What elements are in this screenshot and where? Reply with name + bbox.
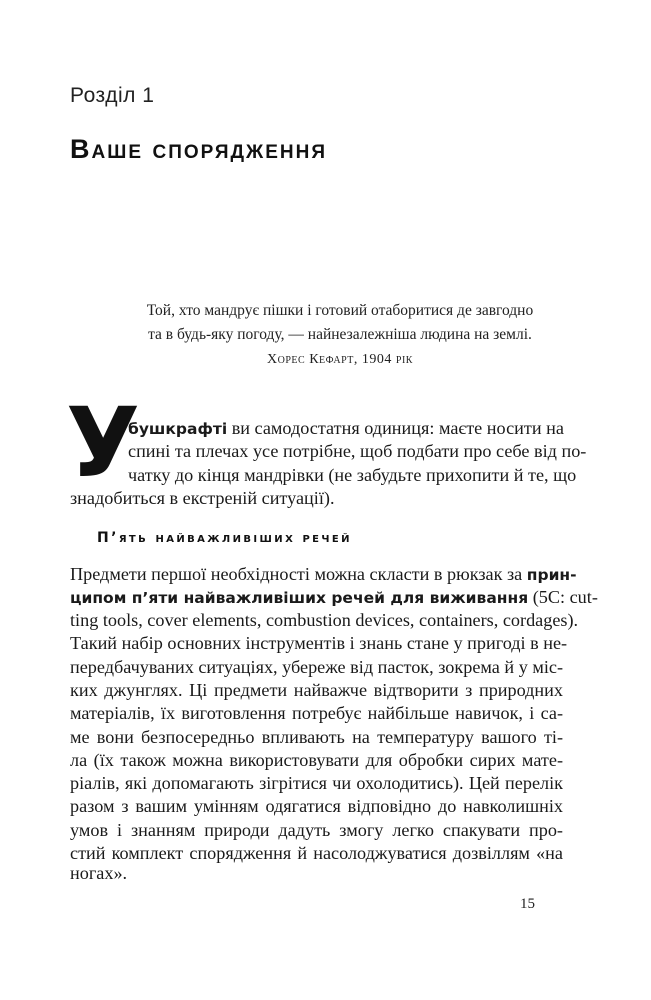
body-line: матеріалів, їх виготовлення потребує найбільше навичок, і са- (70, 703, 563, 724)
body-line: ріалів, які допомагають зігрітися чи охолодитись). Цей перелік (70, 773, 563, 794)
body-line: умов і знанням природи дадуть змогу легко спакувати про- (70, 819, 563, 840)
epigraph-line: Той, хто мандрує пішки і готовий отаборитися де завгодно (146, 302, 534, 319)
body-line: ких джунглях. Ці предмети найважче відтворити з природних (70, 679, 563, 700)
body-line: передбачуваних ситуаціях, убереже від пасток, зокрема й у міс- (70, 656, 564, 677)
body-line: ла (їх також можна використовувати для обробки сирих мате- (70, 749, 563, 770)
drop-cap: У (66, 387, 141, 499)
body-line: ting tools, cover elements, combustion devices, containers, cordages). (70, 610, 579, 630)
body-line (70, 586, 598, 609)
bold-term: прин- (526, 566, 577, 584)
intro-line: чатку до кінця мандрівки (не забудьте прихопити й те, що (128, 465, 577, 485)
epigraph-attribution: Хорес Кефарт, 1904 рік (267, 352, 413, 367)
bold-term: ципом п’яти найважливіших речей для виживання (70, 589, 529, 607)
text: (5C: cut- (528, 587, 598, 607)
body-line (70, 563, 577, 586)
page-number: 15 (520, 896, 535, 912)
body-line: стий комплект спорядження й насолоджуватися дозвіллям «на (70, 843, 563, 863)
intro-line: знадобиться в екстреній ситуації). (70, 488, 335, 508)
intro-line (128, 417, 563, 440)
bold-term: бушкрафті (128, 420, 228, 438)
intro-line: спині та плечах усе потрібне, щоб подбати про себе від по- (128, 441, 587, 461)
body-line: разом з вашим умінням одягатися відповідно до навколишніх (70, 796, 563, 817)
body-line: ме вони безпосередньо впливають на температуру вашого ті- (70, 726, 563, 747)
section-heading: П’ять найважливіших речей (97, 530, 352, 546)
chapter-label: Розділ 1 (70, 84, 155, 107)
epigraph-line: та в будь-яку погоду, — найнезалежніша людина на землі. (148, 326, 532, 343)
body-line: ногах». (70, 863, 128, 883)
chapter-title: Ваше спорядження (70, 134, 327, 164)
text: Предмети першої необхідності можна скласти в рюкзак за (70, 564, 527, 584)
body-line: Такий набір основних інструментів і знань стане у пригоді в не- (70, 633, 568, 654)
text: ви самодостатня одиниця: маєте носити на (227, 418, 564, 438)
